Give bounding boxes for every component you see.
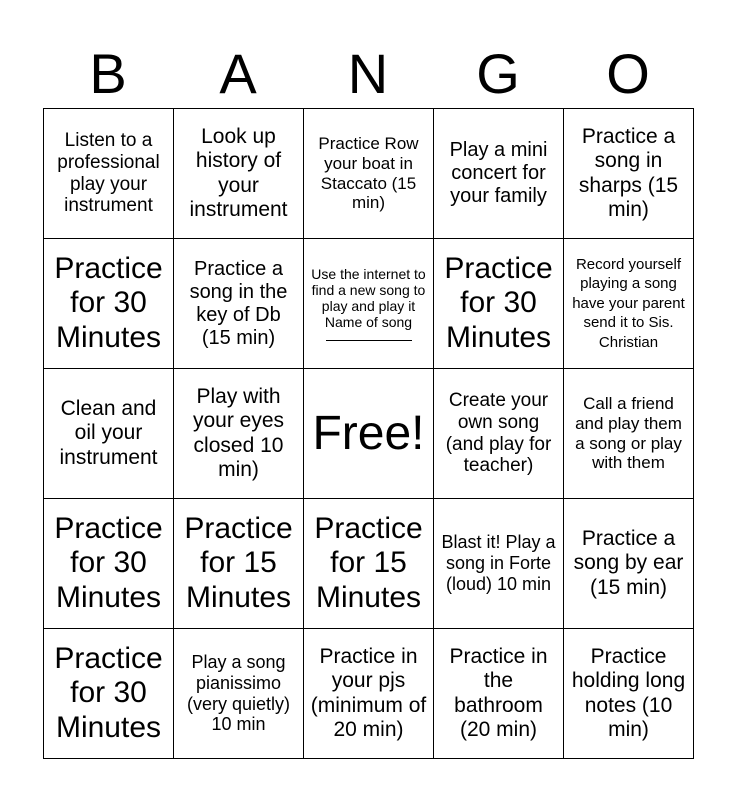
bingo-cell[interactable] xyxy=(564,499,694,629)
bingo-cell[interactable] xyxy=(174,239,304,369)
bingo-cell[interactable] xyxy=(44,499,174,629)
cell-text: Play a mini concert for your family xyxy=(449,139,548,207)
cell-text: Practice for 15 Minutes xyxy=(184,511,293,614)
bingo-cell[interactable] xyxy=(174,109,304,239)
cell-text: Practice a song in the key of Db (15 min) xyxy=(189,257,288,349)
cell-text: Record yourself playing a song have your parent send it to Sis. Christian xyxy=(572,255,685,351)
bingo-cell[interactable] xyxy=(304,239,434,369)
bingo-cell[interactable] xyxy=(564,239,694,369)
bingo-cell[interactable] xyxy=(44,109,174,239)
header-letter-b: B xyxy=(89,42,127,105)
cell-text: Practice a song in sharps (15 min) xyxy=(578,125,679,221)
bingo-cell[interactable] xyxy=(434,369,564,499)
header-letter-o: O xyxy=(606,42,650,105)
cell-text: Practice in your pjs (minimum of 20 min) xyxy=(310,645,427,741)
cell-text: Practice a song by ear (15 min) xyxy=(573,527,684,599)
bingo-cell[interactable] xyxy=(304,629,434,759)
grid-row xyxy=(44,499,694,629)
cell-text: Use the internet to find a new song to play and play it Name of song xyxy=(311,265,426,331)
bingo-cell[interactable] xyxy=(564,369,694,499)
bingo-cell[interactable] xyxy=(44,369,174,499)
bingo-cell[interactable] xyxy=(174,499,304,629)
cell-text: Practice in the bathroom (20 min) xyxy=(449,645,548,741)
cell-text: Listen to a professional play your instrument xyxy=(57,129,160,217)
bingo-cell[interactable] xyxy=(434,239,564,369)
header-letter-a: A xyxy=(219,42,257,105)
cell-text: Blast it! Play a song in Forte (loud) 10 min xyxy=(441,532,556,594)
bingo-cell[interactable] xyxy=(304,109,434,239)
bingo-cell[interactable] xyxy=(564,109,694,239)
cell-text: Practice Row your boat in Staccato (15 min) xyxy=(318,134,419,213)
cell-text: Call a friend and play them a song or play with them xyxy=(575,394,682,473)
free-cell[interactable] xyxy=(304,369,434,499)
bingo-cell[interactable] xyxy=(304,499,434,629)
song-name-blank-line xyxy=(326,340,412,341)
bingo-header xyxy=(43,40,693,108)
cell-text: Play with your eyes closed 10 min) xyxy=(192,385,285,481)
bingo-grid xyxy=(43,108,694,759)
grid-row xyxy=(44,629,694,759)
cell-text: Practice for 30 Minutes xyxy=(54,641,163,744)
cell-text: Practice for 30 Minutes xyxy=(54,511,163,614)
bingo-cell[interactable] xyxy=(434,629,564,759)
cell-text: Look up history of your instrument xyxy=(189,125,288,221)
bingo-cell[interactable] xyxy=(564,629,694,759)
bingo-cell[interactable] xyxy=(44,629,174,759)
cell-text: Free! xyxy=(312,406,425,460)
bingo-cell[interactable] xyxy=(434,499,564,629)
grid-row xyxy=(44,369,694,499)
bingo-cell[interactable] xyxy=(174,369,304,499)
cell-text: Play a song pianissimo (very quietly) 10 min xyxy=(186,652,291,735)
header-letter-n: N xyxy=(347,42,389,105)
grid-row xyxy=(44,109,694,239)
bingo-cell[interactable] xyxy=(434,109,564,239)
cell-text: Practice for 15 Minutes xyxy=(314,511,423,614)
header-letter-g: G xyxy=(476,42,520,105)
grid-row xyxy=(44,239,694,369)
cell-text: Clean and oil your instrument xyxy=(59,397,158,469)
cell-text: Practice holding long notes (10 min) xyxy=(571,645,686,741)
cell-text: Practice for 30 Minutes xyxy=(54,251,163,354)
bingo-cell[interactable] xyxy=(44,239,174,369)
cell-text: Practice for 30 Minutes xyxy=(444,251,553,354)
bingo-cell[interactable] xyxy=(174,629,304,759)
cell-text: Create your own song (and play for teacher) xyxy=(445,389,552,477)
